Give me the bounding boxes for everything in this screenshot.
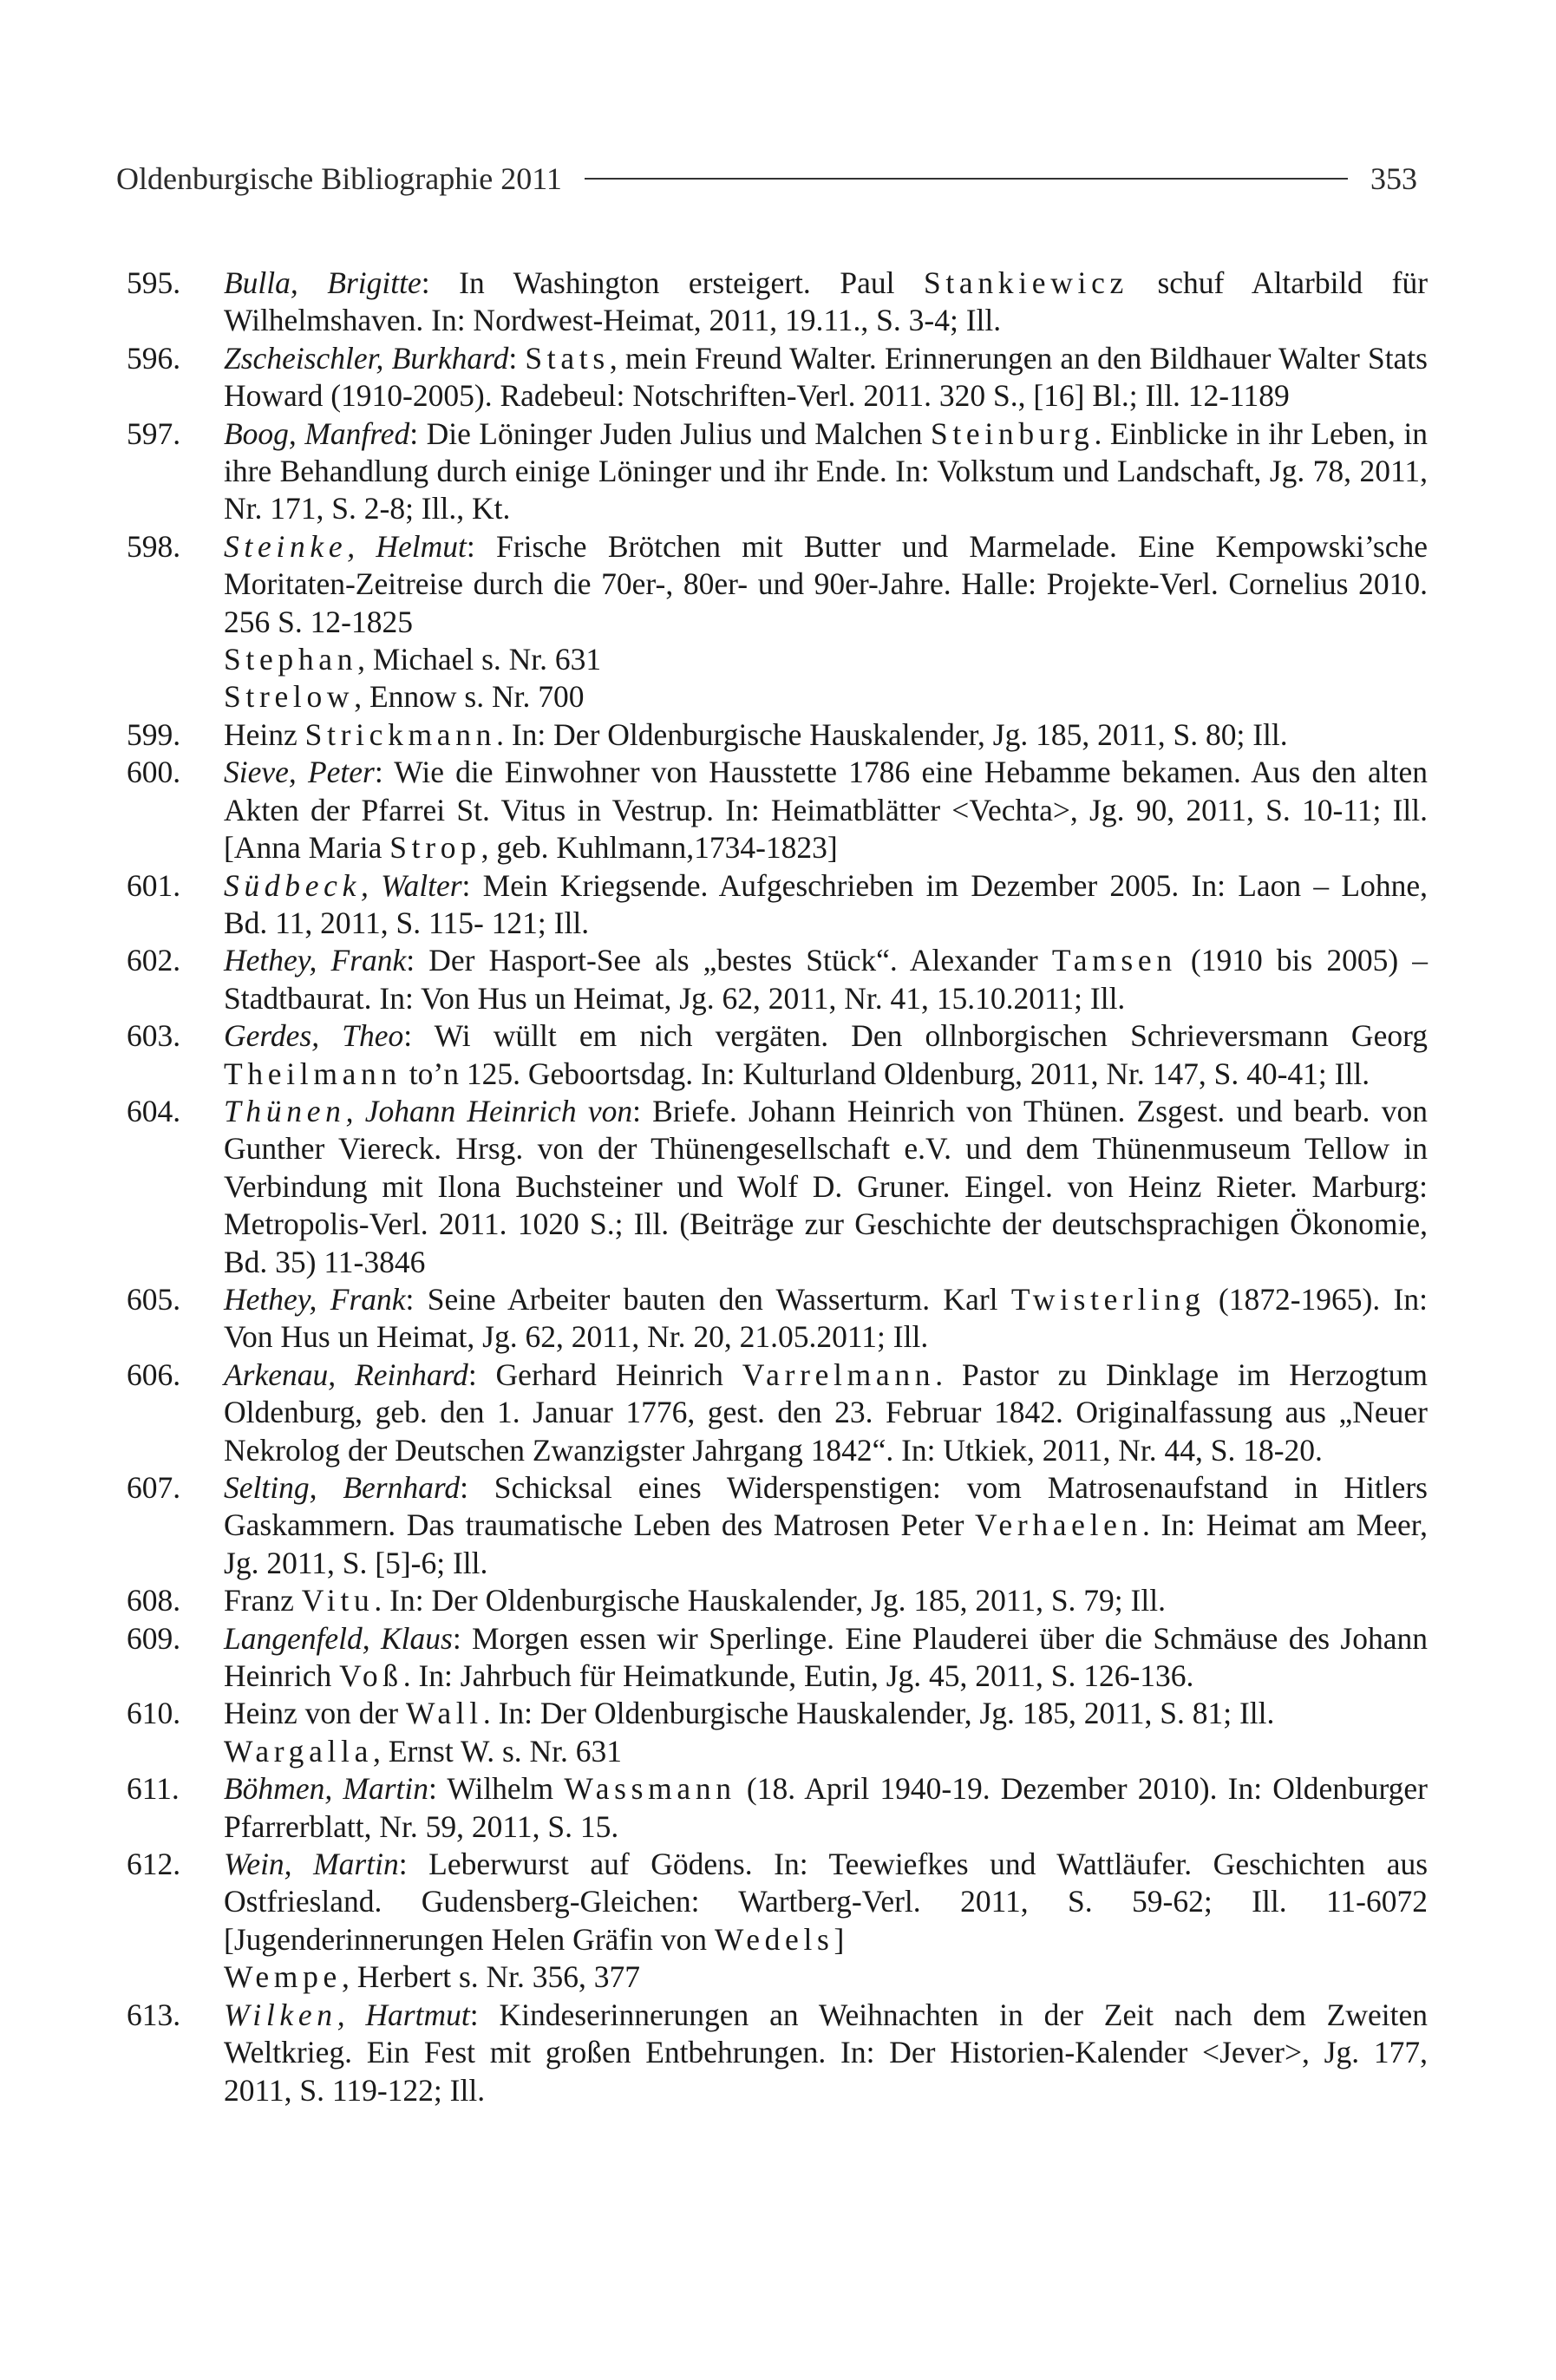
entry-author: , Walter [361,867,462,903]
entry-segment: . In: Der Oldenburgische Hauskalender, Jg. 185, 2011, S. 79; Ill. [374,1583,1166,1618]
bibliography-entry [127,1281,1428,1357]
entry-segment: , mein Freund Walter. Erinnerungen an den Bildhauer Walter Stats Howard (1910-2005). Radebeul: Notschriften-Verl. 2011. 320 S., [16] Bl.; Ill. 12-1189 [224,340,1428,414]
entry-segment: Tamsen [1051,943,1177,978]
bibliography-entry [127,867,1428,943]
entry-segment: Heinz von der [224,1696,406,1731]
entry-number: 610. [127,1696,181,1731]
entry-number: 609. [127,1620,181,1656]
entry-text [224,942,1428,1017]
entry-segment: Wempe [224,1959,342,1995]
entry-segment: Voß [339,1658,403,1694]
entry-text [224,1093,1428,1281]
entry-text [224,867,1428,943]
entry-text [224,1357,1428,1469]
entry-segment: Strop [389,830,481,866]
entry-segment: Heinz [224,716,305,752]
entry-text [224,1281,1428,1357]
entry-segment: (1910 bis 2005) – Stadtbaurat. In: Von Hus un Heimat, Jg. 62, 2011, Nr. 41, 15.10.2011; Ill. [224,943,1428,1016]
entry-author: Boog, Manfred [224,415,410,451]
entry-segment: Wedels [714,1921,834,1957]
entry-text [224,1997,1428,2109]
entry-segment: Wassmann [564,1771,736,1807]
bibliography-entry [127,1093,1428,1281]
entry-segment: Wargalla [224,1733,374,1769]
entry-segment: : Die Löninger Juden Julius und Malchen [409,415,931,451]
entry-segment: : Wilhelm [428,1771,565,1807]
bibliography-entry [127,1620,1428,1696]
entry-author: Arkenau, Reinhard [224,1357,468,1392]
entry-segment: , Michael s. Nr. 631 [357,642,602,677]
entry-number: 605. [127,1281,181,1317]
entry-segment: Franz [224,1583,302,1618]
entry-text [224,415,1428,528]
entry-segment: : Frische Brötchen mit Butter und Marmelade. Eine Kempowski’sche Moritaten-Zeitreise durch die 70er-, 80er- und 90er-Jahre. Halle: Projekte-Verl. Cornelius 2010. 256 S. 12-1825 [224,528,1428,639]
entry-segment: . Einblicke in ihr Leben, in ihre Behandlung durch einige Löninger und ihr Ende. In: Volkstum und Landschaft, Jg. 78, 2011, Nr. 171, S. 2-8; Ill., Kt. [224,415,1429,526]
entry-author: Böhmen, Martin [224,1771,428,1807]
entry-segment: to’n 125. Geboortsdag. In: Kulturland Oldenburg, 2011, Nr. 147, S. 40-41; Ill. [401,1056,1370,1091]
entry-number: 601. [127,867,181,903]
entry-number: 598. [127,528,181,564]
entry-number: 606. [127,1357,181,1392]
bibliography-entry [127,340,1428,415]
entry-segment: : Mein Kriegsende. Aufgeschrieben im Dezember 2005. In: Laon – Lohne, Bd. 11, 2011, S. 115- 121; Ill. [224,867,1428,940]
entry-text [224,340,1428,415]
entry-number: 607. [127,1470,181,1505]
entry-text [224,528,1428,641]
entry-segment: . In: Heimat am Meer, Jg. 2011, S. [5]-6; Ill. [224,1507,1428,1580]
entry-segment: , geb. Kuhlmann,1734-1823] [481,830,838,866]
entry-segment: Vitu [301,1583,375,1618]
entry-author: Bulla, Brigitte [224,265,422,300]
entry-segment: : Schicksal eines Widerspenstigen: vom Matrosenaufstand in Hitlers Gaskammern. Das traumatische Leben des Matrosen Peter [224,1470,1428,1543]
bibliography-entry [127,1733,1428,1770]
entry-segment: : Briefe. Johann Heinrich von Thünen. Zsgest. und bearb. von Gunther Viereck. Hrsg. von der Thünengesellschaft e.V. und dem Thünenmuseum Tellow in Verbindung mit Ilona Buchsteiner und Wolf D. Gruner. Eingel. von Heinz Rieter. Marburg: Metropolis-Verl. 2011. 1020 S.; Ill. (Beiträge zur Geschichte der deutschsprachigen Ökonomie, Bd. 35) 11-3846 [224,1093,1428,1279]
page-number: 353 [1370,161,1417,196]
entry-text [224,641,1428,678]
entry-segment: Strelow [224,679,355,715]
entry-segment: . Pastor zu Dinklage im Herzogtum Oldenburg, geb. den 1. Januar 1776, gest. den 23. Februar 1842. Originalfassung aus „Neuer Nekrolog der Deutschen Zwanzigster Jahrgang 1842“. In: Utkiek, 2011, Nr. 44, S. 18-20. [224,1357,1428,1468]
entry-text [224,265,1428,340]
entry-number: 599. [127,716,181,752]
entry-text [224,1582,1428,1619]
entry-number: 613. [127,1997,181,2032]
bibliography-entry [127,1357,1428,1469]
entry-author: Zscheischler, Burkhard [224,340,509,376]
entry-author: Wein, Martin [224,1847,399,1882]
entry-segment: : Kindeserinnerungen an Weihnachten in der Zeit nach dem Zweiten Weltkrieg. Ein Fest mit großen Entbehrungen. In: Der Historien-Kalender <Jever>, Jg. 177, 2011, S. 119-122; Ill. [224,1997,1428,2108]
bibliography-entry [127,528,1428,641]
entry-author: Thünen [224,1093,346,1128]
entry-number: 597. [127,415,181,451]
entry-segment: ] [834,1921,845,1957]
entry-text [224,678,1428,716]
page-header [116,154,1417,203]
entry-text [224,1017,1428,1093]
entry-segment: : In Washington ersteigert. Paul [421,265,924,300]
bibliography-entry [127,754,1428,866]
bibliography-entry [127,1997,1428,2109]
entry-segment: Twisterling [1010,1281,1206,1317]
entry-segment: , Ennow s. Nr. 700 [354,679,585,715]
entry-author: Gerdes, Theo [224,1018,404,1054]
entry-segment: : Leberwurst auf Gödens. In: Teewiefkes und Wattläufer. Geschichten aus Ostfriesland. Gudensberg-Gleichen: Wartberg-Verl. 2011, S. 59-62; Ill. 11-6072 [Jugenderinnerungen Helen Gräfin von [224,1847,1429,1957]
entry-author: Südbeck [224,867,362,903]
bibliography-entry [127,1846,1428,1958]
entry-number: 611. [127,1771,180,1807]
entry-segment: . In: Der Oldenburgische Hauskalender, Jg. 185, 2011, S. 80; Ill. [496,716,1288,752]
bibliography-entry [127,716,1428,754]
bibliography-entry [127,415,1428,528]
entry-segment: , Herbert s. Nr. 356, 377 [341,1959,641,1995]
bibliography-entry [127,265,1428,340]
entry-author: Hethey, Frank [224,1281,406,1317]
entry-segment: : Seine Arbeiter bauten den Wasserturm. Karl [405,1281,1011,1317]
entry-author: , Helmut [347,528,467,564]
entry-author: Steinke [224,528,348,564]
entry-text [224,716,1428,754]
entry-segment: Strickmann [304,716,497,752]
entry-segment: (18. April 1940-19. Dezember 2010). In: Oldenburger Pfarrerblatt, Nr. 59, 2011, S. 15. [224,1771,1428,1844]
entry-number: 600. [127,755,181,790]
header-rule [585,178,1348,180]
entry-segment: : Wi wüllt em nich vergäten. Den ollnborgischen Schrieversmann Georg [403,1018,1428,1054]
entry-text [224,1695,1428,1732]
entry-segment: : Wie die Einwohner von Hausstette 1786 eine Hebamme bekamen. Aus den alten Akten der Pfarrei St. Vitus in Vestrup. In: Heimatblätter <Vechta>, Jg. 90, 2011, S. 10-11; Ill. [Anna Maria [224,755,1428,866]
entry-segment: Verhaelen [975,1507,1143,1543]
entry-segment: . In: Jahrbuch für Heimatkunde, Eutin, Jg. 45, 2011, S. 126-136. [402,1658,1194,1694]
entry-text [224,1620,1428,1696]
entry-segment: . In: Der Oldenburgische Hauskalender, Jg. 185, 2011, S. 81; Ill. [482,1696,1275,1731]
bibliography-entry [127,942,1428,1017]
entry-text [224,754,1428,866]
entry-text [224,1469,1428,1582]
entry-segment: Stephan [224,642,358,677]
entry-author: , Hartmut [337,1997,470,2032]
entry-author: Selting, Bernhard [224,1470,461,1505]
bibliography-entry [127,1958,1428,1996]
entry-text [224,1846,1428,1958]
entry-segment: : [508,340,526,376]
entry-segment: schuf Altarbild für Wilhelmshaven. In: Nordwest-Heimat, 2011, 19.11., S. 3-4; Ill. [224,265,1429,338]
entry-segment: Steinburg [930,415,1095,451]
bibliography-entry [127,1695,1428,1732]
entry-number: 612. [127,1847,181,1882]
entry-text [224,1958,1428,1996]
entry-number: 608. [127,1583,181,1618]
entry-number: 603. [127,1018,181,1054]
entry-author: Sieve, Peter [224,755,375,790]
entry-author: , Johann Heinrich von [345,1093,633,1128]
entry-segment: Theilmann [224,1056,402,1091]
entry-number: 596. [127,340,181,376]
bibliography-entry [127,641,1428,678]
entry-text [224,1733,1428,1770]
entry-segment: : Der Hasport-See als „bestes Stück“. Alexander [406,943,1052,978]
entry-number: 604. [127,1093,181,1128]
bibliography-entry [127,1582,1428,1619]
entry-author: Hethey, Frank [224,943,407,978]
entry-segment: , Ernst W. s. Nr. 631 [373,1733,623,1769]
entry-segment: Wall [405,1696,483,1731]
bibliography-list [127,265,1428,2109]
bibliography-entry [127,1469,1428,1582]
entry-author: Langenfeld, Klaus [224,1620,453,1656]
running-title: Oldenburgische Bibliographie 2011 [116,161,562,196]
entry-author: Wilken [224,1997,337,2032]
entry-segment: Stankiewicz [923,265,1128,300]
bibliography-entry [127,1770,1428,1846]
entry-segment: Stats [525,340,610,376]
entry-number: 595. [127,265,181,300]
entry-segment: (1872-1965). In: Von Hus un Heimat, Jg. 62, 2011, Nr. 20, 21.05.2011; Ill. [224,1281,1428,1355]
entry-segment: : Morgen essen wir Sperlinge. Eine Plauderei über die Schmäuse des Johann Heinrich [224,1620,1428,1694]
entry-segment: : Gerhard Heinrich [467,1357,742,1392]
entry-segment: Varrelmann [742,1357,936,1392]
entry-number: 602. [127,943,181,978]
entry-text [224,1770,1428,1846]
bibliography-entry [127,678,1428,716]
bibliography-entry [127,1017,1428,1093]
